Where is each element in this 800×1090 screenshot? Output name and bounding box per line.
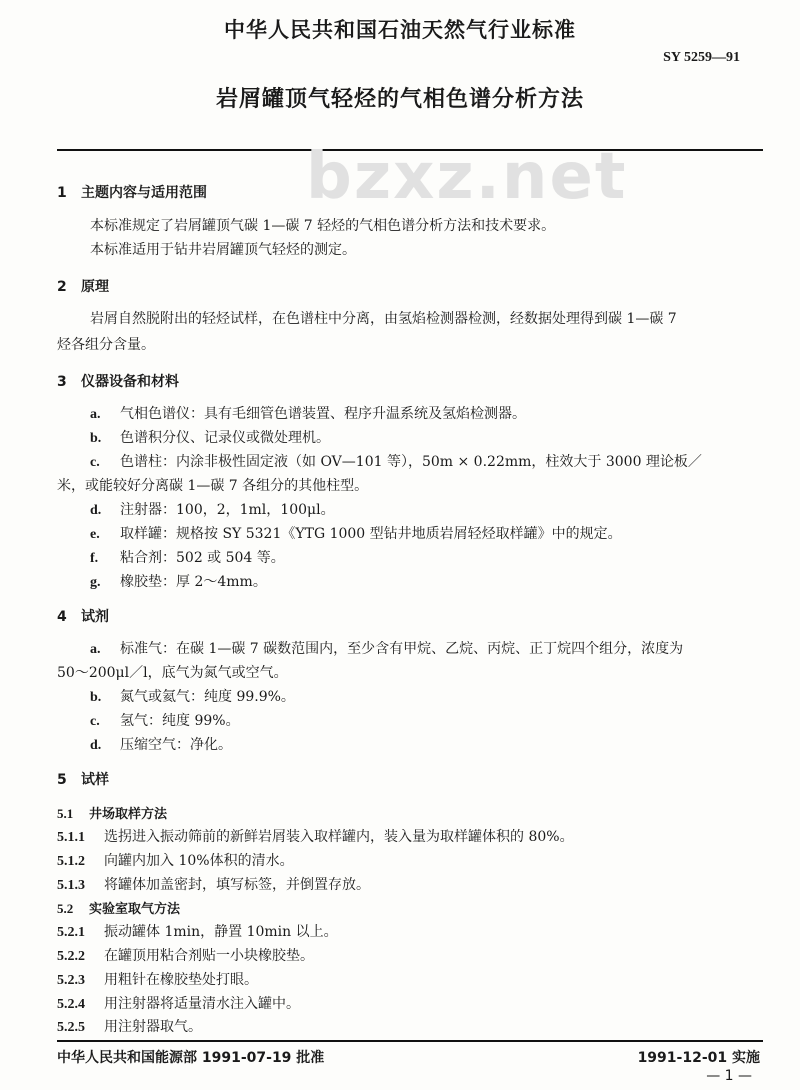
clause: 5.2.1 振动罐体 1min，静置 10min 以上。	[57, 924, 338, 940]
paragraph-line: 烃各组分含量。	[57, 337, 155, 353]
section-title: 试样	[81, 772, 109, 788]
subsection-heading: 5.2 实验室取气方法	[57, 901, 181, 917]
section-1-heading	[57, 182, 207, 202]
footer-divider	[57, 1040, 763, 1042]
watermark: bzxz.net	[306, 140, 628, 214]
list-item: d. 压缩空气：净化。	[90, 737, 232, 753]
subsection-heading: 5.1 井场取样方法	[57, 806, 168, 822]
list-item-continuation: 50～200μl／l，底气为氮气或空气。	[57, 665, 288, 681]
list-item: d. 注射器：100，2，1ml，100μl。	[90, 502, 335, 518]
section-2-heading	[57, 276, 109, 296]
section-3-heading	[57, 371, 179, 391]
clause: 5.2.3 用粗针在橡胶垫处打眼。	[57, 972, 258, 988]
effective-date: 1991-12-01 实施	[637, 1050, 760, 1066]
clause: 5.2.4 用注射器将适量清水注入罐中。	[57, 996, 300, 1012]
list-item: b. 色谱积分仪、记录仪或微处理机。	[90, 430, 330, 446]
list-item: a. 标准气：在碳 1—碳 7 碳数范围内，至少含有甲烷、乙烷、丙烷、正丁烷四个组分，浓度为	[90, 641, 684, 657]
clause: 5.1.1 选拐进入振动筛前的新鲜岩屑装入取样罐内，装入量为取样罐体积的 80%。	[57, 829, 574, 845]
standard-category-title: 中华人民共和国石油天然气行业标准	[224, 18, 576, 42]
list-item: b. 氮气或氦气：纯度 99.9%。	[90, 689, 295, 705]
clause: 5.2.2 在罐顶用粘合剂贴一小块橡胶垫。	[57, 948, 314, 964]
page-number: — 1 —	[706, 1068, 752, 1084]
list-item: c. 色谱柱：内涂非极性固定液（如 OV—101 等），50m × 0.22mm，柱效大于 3000 理论板／	[90, 454, 702, 470]
section-4-heading	[57, 606, 109, 626]
list-item: a. 气相色谱仪：具有毛细管色谱装置、程序升温系统及氢焰检测器。	[90, 406, 526, 422]
document-title: 岩屑罐顶气轻烃的气相色谱分析方法	[215, 87, 584, 112]
list-item: e. 取样罐：规格按 SY 5321《YTG 1000 型钻井地质岩屑轻烃取样罐》中的规定。	[90, 526, 622, 542]
clause: 5.1.3 将罐体加盖密封，填写标签，并倒置存放。	[57, 877, 370, 893]
section-5-heading	[57, 769, 109, 789]
paragraph: 本标准适用于钻井岩屑罐顶气轻烃的测定。	[90, 242, 356, 258]
clause: 5.1.2 向罐内加入 10%体积的清水。	[57, 853, 294, 869]
section-number: 3	[57, 374, 67, 390]
list-item: g. 橡胶垫：厚 2～4mm。	[90, 574, 267, 590]
standard-code: SY 5259—91	[663, 50, 740, 65]
list-item: f. 粘合剂：502 或 504 等。	[90, 550, 285, 566]
list-item-continuation: 米，或能较好分离碳 1—碳 7 各组分的其他柱型。	[57, 478, 369, 494]
section-number: 2	[57, 279, 67, 295]
paragraph-line: 岩屑自然脱附出的轻烃试样，在色谱柱中分离，由氢焰检测器检测，经数据处理得到碳 1—碳 7	[90, 311, 677, 327]
section-number: 1	[57, 185, 67, 201]
list-item: c. 氢气：纯度 99%。	[90, 713, 240, 729]
clause: 5.2.5 用注射器取气。	[57, 1019, 202, 1035]
section-title: 主题内容与适用范围	[81, 185, 207, 201]
paragraph: 本标准规定了岩屑罐顶气碳 1—碳 7 轻烃的气相色谱分析方法和技术要求。	[90, 218, 556, 234]
section-title: 试剂	[81, 609, 109, 625]
section-number: 5	[57, 772, 67, 788]
section-title: 仪器设备和材料	[81, 374, 179, 390]
approval-note: 中华人民共和国能源部 1991-07-19 批准	[57, 1050, 325, 1066]
section-number: 4	[57, 609, 67, 625]
section-title: 原理	[81, 279, 109, 295]
